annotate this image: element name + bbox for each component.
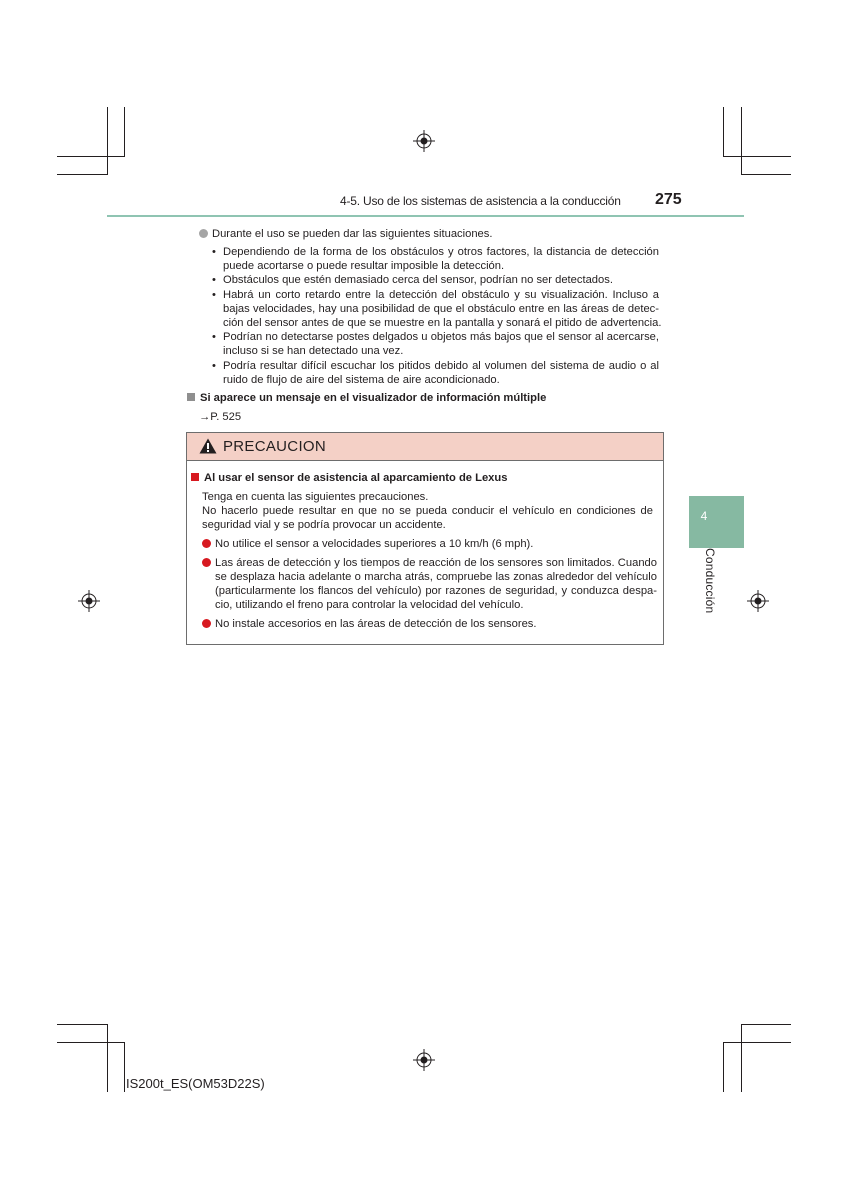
caution-title: PRECAUCION — [223, 438, 327, 455]
list-item: ruido de flujo de aire del sistema de aire acondicionado. — [223, 374, 500, 386]
crop-mark — [723, 1042, 724, 1092]
crop-mark — [741, 1024, 742, 1092]
registration-mark-icon — [413, 130, 435, 152]
crop-mark — [723, 107, 724, 157]
list-item: bajas velocidades, hay una posibilidad de que el obstáculo entre en las áreas de detec- — [223, 303, 659, 315]
bullet-dot-icon — [199, 229, 208, 238]
list-bullet: • — [212, 360, 216, 372]
crop-mark — [124, 107, 125, 157]
list-item: Habrá un corto retardo entre la detección del obstáculo y su visualización. Incluso a — [223, 289, 659, 301]
list-item: Dependiendo de la forma de los obstáculos y otros factores, la distancia de detección — [223, 246, 659, 258]
warning-triangle-icon — [199, 438, 217, 454]
crop-mark — [57, 1024, 108, 1025]
situations-intro — [199, 227, 493, 241]
crop-mark — [57, 174, 108, 175]
document-code: IS200t_ES(OM53D22S) — [126, 1076, 265, 1091]
caution-item: (particularmente los flancos del vehículo) por razones de seguridad, y conduzca despa- — [215, 585, 657, 597]
crop-mark — [124, 1042, 125, 1092]
list-item: Obstáculos que estén demasiado cerca del sensor, podrían no ser detectados. — [223, 274, 613, 286]
list-item: Podría resultar difícil escuchar los pitidos debido al volumen del sistema de audio o al — [223, 360, 659, 372]
red-bullet-icon — [202, 619, 211, 628]
list-item: incluso si se han detectado una vez. — [223, 345, 404, 357]
caution-item-text: No utilice el sensor a velocidades superiores a 10 km/h (6 mph). — [215, 538, 534, 550]
caution-item-bullet — [202, 556, 215, 570]
crop-mark — [57, 156, 125, 157]
red-square-bullet-icon — [191, 473, 199, 481]
caution-intro-line: Tenga en cuenta las siguientes precauciones. — [202, 491, 429, 503]
list-bullet: • — [212, 274, 216, 286]
registration-mark-icon — [413, 1049, 435, 1071]
page-number: 275 — [655, 191, 682, 208]
crop-mark — [107, 1024, 108, 1092]
caution-item — [202, 617, 537, 631]
caution-intro-line: seguridad vial y se podría provocar un accidente. — [202, 519, 446, 531]
registration-mark-icon — [747, 590, 769, 612]
list-item: Podrían no detectarse postes delgados u objetos más bajos que el sensor al acercarse, — [223, 331, 659, 343]
message-heading — [187, 391, 546, 405]
section-title: 4-5. Uso de los sistemas de asistencia a la conducción — [340, 194, 621, 208]
crop-mark — [723, 1042, 791, 1043]
list-bullet: • — [212, 331, 216, 343]
caution-item — [202, 537, 533, 551]
chapter-label: Conducción — [703, 548, 717, 614]
caution-item: se desplaza hacia adelante o marcha atrás, compruebe las zonas alrededor del vehículo — [215, 571, 657, 583]
page-reference-link[interactable]: →P. 525 — [199, 411, 242, 423]
crop-mark — [723, 156, 791, 157]
crop-mark — [741, 174, 791, 175]
situations-intro-text: Durante el uso se pueden dar las siguientes situaciones. — [212, 228, 493, 240]
list-item: ción del sensor antes de que se muestre en la pantalla y sonará el pitido de advertencia. — [223, 317, 662, 329]
chapter-number: 4 — [700, 509, 708, 523]
caution-subheading-text: Al usar el sensor de asistencia al aparcamiento de Lexus — [204, 472, 508, 484]
crop-mark — [57, 1042, 125, 1043]
red-bullet-icon — [202, 558, 211, 567]
list-item: puede acortarse o puede resultar imposible la detección. — [223, 260, 505, 272]
message-heading-text: Si aparece un mensaje en el visualizador de información múltiple — [200, 392, 547, 404]
caution-intro-line: No hacerlo puede resultar en que no se pueda conducir el vehículo en condiciones de — [202, 505, 653, 517]
caution-subheading — [191, 471, 507, 485]
registration-mark-icon — [78, 590, 100, 612]
caution-item: Las áreas de detección y los tiempos de reacción de los sensores son limitados. Cuando — [215, 557, 657, 569]
red-bullet-icon — [202, 539, 211, 548]
square-bullet-icon — [187, 393, 195, 401]
crop-mark — [741, 1024, 791, 1025]
crop-mark — [741, 107, 742, 175]
header-rule — [107, 215, 744, 217]
caution-item-text: No instale accesorios en las áreas de detección de los sensores. — [215, 618, 537, 630]
crop-mark — [107, 107, 108, 175]
caution-item: cio, utilizando el freno para controlar la velocidad del vehículo. — [215, 599, 524, 611]
list-bullet: • — [212, 246, 216, 258]
list-bullet: • — [212, 289, 216, 301]
